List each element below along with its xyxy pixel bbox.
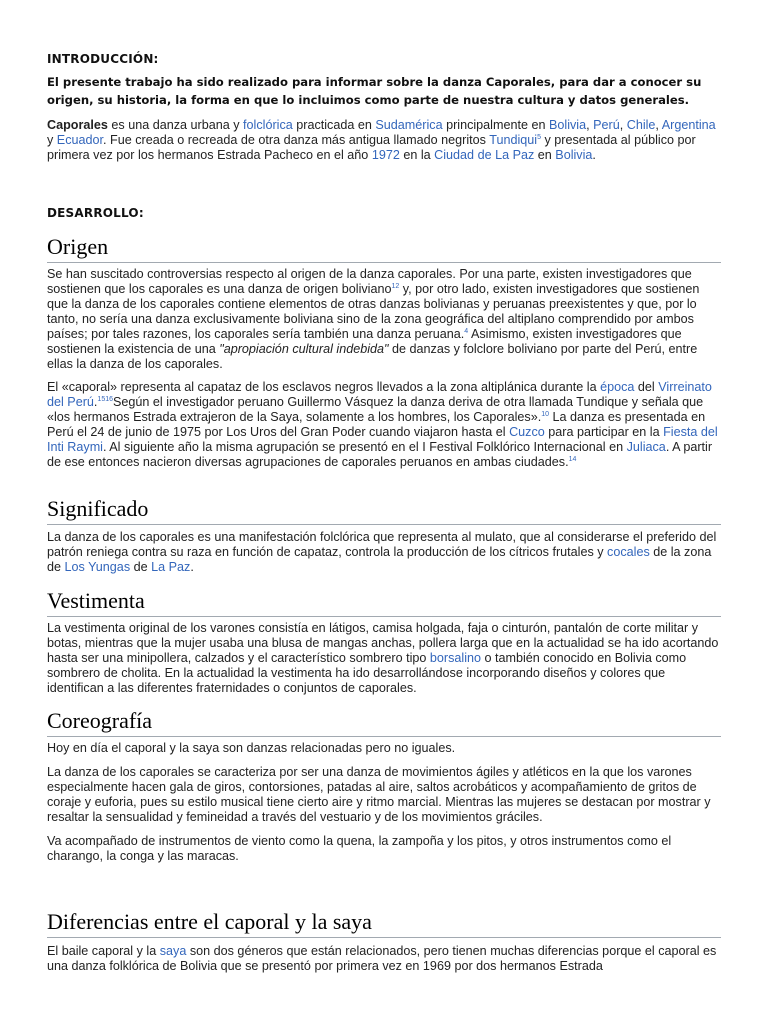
emphasis: "apropiación cultural indebida" [219,342,389,356]
link-cocales[interactable]: cocales [607,545,650,559]
text: de la zona de [47,545,712,574]
text: es una danza urbana y [107,118,244,132]
coreografia-paragraph-2: La danza de los caporales se caracteriza por ser una danza de movimientos ágiles y atléticos en la que los varones especialmente hacen gala de giros, contorsiones, patadas al aire, saltos acrobáticos y acompañamiento de gritos de coraje y euforia, pues su estilo musical tiene cierto aire y ritmo marcial. Mientras las mujeres se destacan por mostrar y resaltar la sensualidad y femineidad a través del vestuario y de los movimientos gráciles. [47,765,711,824]
development-label: DESARROLLO: [47,206,144,220]
link-peru[interactable]: Perú [593,118,620,132]
link-epoca[interactable]: época [600,380,635,394]
footnote-ref[interactable]: 14 [568,456,577,463]
intro-paragraph [47,118,721,163]
heading-coreografia: Coreografía [47,707,721,737]
section-coreografia [47,741,721,864]
text: Asimismo, existen investigadores que sostienen la existencia de una [47,327,682,356]
link-ecuador[interactable]: Ecuador [56,133,104,147]
text: practicada en [292,118,376,132]
text: El baile caporal y la [47,944,160,958]
text: , [586,118,594,132]
link-borsalino[interactable]: borsalino [429,651,481,665]
text: . A partir de ese entonces nacieron diversas agrupaciones de caporales peruanos en ambas ciudades. [47,440,713,469]
link-la-paz[interactable]: La Paz [151,560,191,574]
text: Se han suscitado controversias respecto al origen de la danza caporales. Por una parte, existen investigadores que sostienen que los caporales es una danza de origen boliviano [47,267,692,296]
footnote-ref[interactable]: 10 [541,411,550,418]
text: y, por otro lado, existen investigadores que sostienen que la danza de los caporales contiene elementos de otras danzas bolivianas y peruanas preexistentes y que, por lo tanto, no sería una danza exclusivamente boliviana sino de la zona geográfica del altiplano comprendido por ambos países; por tales razones, los caporales sería también una danza peruana. [47,282,700,341]
text: son dos géneros que están relacionados, pero tienen muchas diferencias porque el caporal es una danza folklórica de Bolivia que se presentó por primera vez en 1969 por dos hermanos Estrada [47,944,717,973]
vestimenta-paragraph [47,621,721,696]
footnote-ref[interactable]: 12 [391,283,400,290]
section-diferencias [47,944,721,974]
link-argentina[interactable]: Argentina [661,118,716,132]
significado-paragraph [47,530,721,575]
text: . [190,560,194,574]
text: de [130,560,152,574]
intro-summary: El presente trabajo ha sido realizado para informar sobre la danza Caporales, para dar a conocer su origen, su historia, la forma en que lo incluimos como parte de nuestra cultura y datos generales. [47,75,702,107]
link-cuzco[interactable]: Cuzco [509,425,545,439]
text: . [93,395,98,409]
link-inti-raymi[interactable]: Fiesta del Inti Raymi [47,425,718,454]
heading-diferencias: Diferencias entre el caporal y la saya [47,908,721,938]
footnote-ref[interactable]: 4 [464,328,469,335]
text: , [619,118,627,132]
section-vestimenta [47,621,721,696]
text: para participar en la [544,425,664,439]
text: en [534,148,556,162]
link-ciudad-la-paz[interactable]: Ciudad de La Paz [434,148,535,162]
coreografia-paragraph-3: Va acompañado de instrumentos de viento como la quena, la zampoña y los pitos, y otros instrumentos como el charango, la conga y las maracas. [47,834,672,863]
section-origen [47,267,721,470]
link-virreinato[interactable]: Virreinato del Perú [47,380,712,409]
text: . [592,148,596,162]
text: en la [399,148,435,162]
heading-vestimenta: Vestimenta [47,587,721,617]
text: La danza de los caporales es una manifestación folclórica que representa al mulato, que al considerarse el preferido del patrón reniega contra su raza en función de capataz, controla la producción de los cítricos frutales y [47,530,717,559]
link-chile[interactable]: Chile [626,118,656,132]
text: de danzas y folclore boliviano por parte del Perú, entre ellas la danza de los caporales. [47,342,698,371]
text: , [655,118,662,132]
text: El «caporal» representa al capataz de los esclavos negros llevados a la zona altiplánica durante la [47,380,601,394]
link-bolivia-2[interactable]: Bolivia [555,148,593,162]
footnote-ref[interactable]: 1516 [97,396,113,403]
footnote-ref[interactable]: 5 [537,134,541,141]
diferencias-paragraph [47,944,721,974]
text: . Fue creada o recreada de otra danza más antigua llamado negritos [103,133,490,147]
link-folclorica[interactable]: folclórica [243,118,293,132]
origen-paragraph-1 [47,267,721,372]
term-caporales: Caporales [47,118,108,132]
link-juliaca[interactable]: Juliaca [626,440,666,454]
text: o también conocido en Bolivia como sombrero de cholita. En la actualidad la vestimenta ha ido desarrollándose incorporando diseños y colores que identifican a las diferentes fraternidades o conjuntos de caporales. [47,651,687,695]
link-tundiqui[interactable]: Tundiqui [489,133,538,147]
intro-label: INTRODUCCIÓN: [47,52,159,66]
coreografia-paragraph-1: Hoy en día el caporal y la saya son danzas relacionadas pero no iguales. [47,741,456,755]
text: . Al siguiente año la misma agrupación se presentó en el I Festival Folklórico Internacional en [102,440,627,454]
link-1972[interactable]: 1972 [371,148,400,162]
link-bolivia[interactable]: Bolivia [549,118,587,132]
text: y [47,133,57,147]
text: y presentada al público por primera vez por los hermanos Estrada Pacheco en el año [47,133,696,162]
section-significado [47,530,721,575]
text: Según el investigador peruano Guillermo Vásquez la danza deriva de otra llamada Tundique y señala que «los hermanos Estrada extrajeron de la Saya, solamente a los hombres, los Caporales». [47,395,704,424]
link-sudamerica[interactable]: Sudamérica [375,118,443,132]
link-saya[interactable]: saya [159,944,187,958]
heading-significado: Significado [47,495,721,525]
text: principalmente en [442,118,549,132]
text: La vestimenta original de los varones consistía en látigos, camisa holgada, faja o cinturón, pantalón de corte militar y botas, mientras que la mujer usaba una blusa de mangas anchas, pollera larga que en la actualidad se ha ido acortando hasta ser una minipollera, calzados y el característico sombrero tipo [47,621,719,665]
text: del [634,380,659,394]
text: La danza es presentada en Perú el 24 de junio de 1975 por Los Uros del Gran Poder cuando viajaron hasta el [47,410,706,439]
link-los-yungas[interactable]: Los Yungas [64,560,131,574]
heading-origen: Origen [47,233,721,263]
origen-paragraph-2 [47,380,721,470]
